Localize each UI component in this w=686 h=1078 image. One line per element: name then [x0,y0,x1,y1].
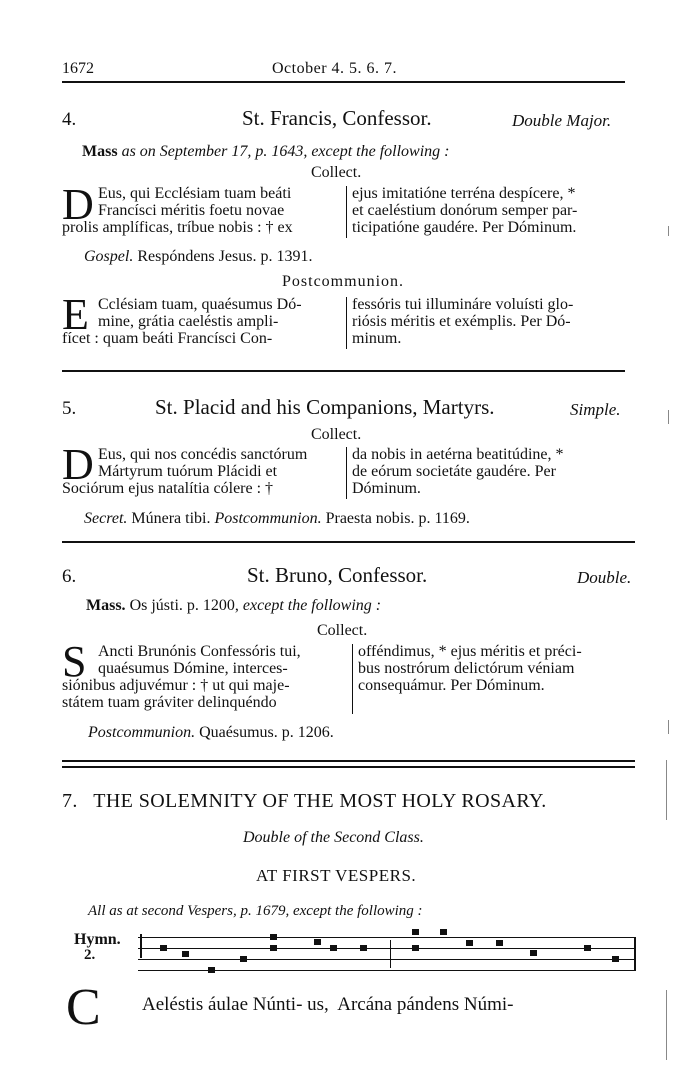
collect-left-continuation [62,677,290,711]
mass-text: as on September 17, p. 1643, except the following : [121,143,450,160]
column-divider [346,297,347,349]
section-rank: Double Major. [512,111,612,130]
staff-line [138,937,636,938]
text-line: mine, grátia caeléstis ampli- [98,313,279,330]
postcommunion-label: Postcommunion. [214,510,322,527]
text-line: Dóminum. [352,480,421,497]
scan-mark [668,720,669,734]
section-rank: Simple. [570,400,621,419]
text-line: Francísci méritis foetu novae [98,202,285,219]
neume [440,929,447,935]
postcommunion-text: Quaésumus. p. 1206. [199,724,334,741]
mass-reference [86,597,381,615]
neume [496,940,503,946]
header-rule [62,81,625,83]
gospel-label: Gospel. [84,248,134,265]
column-divider [346,447,347,499]
section-divider [62,541,635,543]
postcommunion-label: Postcommunion. [88,724,196,741]
section-number: 6. [62,566,77,587]
neume [530,950,537,956]
postcommunion-left-column [98,296,302,330]
text-line: Ancti Brunónis Confessóris tui, [98,643,301,660]
scan-mark [666,990,667,1060]
staff-line [138,948,636,949]
neume [412,929,419,935]
neume [240,956,247,962]
drop-capital: D [62,180,94,229]
secret-postcommunion-reference [84,510,470,528]
text-line: Eus, qui nos concédis sanctórum [98,446,308,463]
text-line: siónibus adjuvémur : † ut qui maje- [62,677,290,694]
secret-label: Secret. [84,510,128,527]
collect-right-column [358,643,582,694]
vespers-heading: AT FIRST VESPERS. [256,866,417,885]
text-line: offéndimus, * ejus méritis et préci- [358,643,582,660]
scan-mark [666,760,667,820]
collect-right-column [352,185,577,236]
text-line: minum. [352,330,402,347]
neume [182,951,189,957]
postcommunion-heading: Postcommunion. [282,273,405,290]
neume [270,945,277,951]
section-rank: Double. [577,568,632,587]
mass-label: Mass [82,143,118,160]
running-header-dates: October 4. 5. 6. 7. [272,60,398,77]
section-title: St. Bruno, Confessor. [247,563,428,587]
clef [140,934,142,958]
gospel-text: Respóndens Jesus. p. 1391. [137,248,313,265]
section-heading [62,790,547,813]
neume [612,956,619,962]
drop-capital: E [62,290,89,339]
text-line: ticipatióne gaudére. Per Dóminum. [352,219,577,236]
neume [208,967,215,973]
neume [314,939,321,945]
postcommunion-text: Praesta nobis. p. 1169. [325,510,470,527]
mass-except: except the following : [242,597,382,614]
text-line: de eórum societáte gaudére. Per [352,463,556,480]
secret-text: Múnera tibi. [131,510,211,527]
staff-line [138,959,636,960]
collect-heading: Collect. [311,426,362,443]
double-rule-top [62,760,635,762]
column-divider [352,644,353,714]
section-number: 5. [62,398,77,419]
collect-heading: Collect. [311,164,362,181]
section-title: St. Francis, Confessor. [242,106,432,130]
collect-left-column [98,185,291,219]
divisio-bar [390,940,391,968]
double-rule-bottom [62,766,635,768]
scan-mark [668,226,669,236]
hymn-label: Hymn. [74,931,121,948]
neume [360,945,367,951]
postcommunion-right-column [352,296,573,347]
drop-capital: C [66,979,101,1036]
text-line: fícet : quam beáti Francísci Con- [62,330,273,347]
text-line: státem tuam gráviter delinquéndo [62,694,277,711]
text-line: et caeléstium donórum semper par- [352,202,578,219]
neume [466,940,473,946]
section-title: THE SOLEMNITY OF THE MOST HOLY ROSARY. [93,790,547,812]
text-line: Sociórum ejus natalítia cólere : † [62,480,274,497]
collect-heading: Collect. [317,622,368,639]
hymn-text-line: Aeléstis áulae Núnti- us, Arcána pándens Númi- [142,994,514,1015]
rubric-line: All as at second Vespers, p. 1679, except the following : [88,903,423,919]
mass-reference [82,143,450,161]
text-line: consequámur. Per Dóminum. [358,677,545,694]
drop-capital: S [62,637,87,686]
hymn-mode: 2. [84,947,96,963]
neume [270,934,277,940]
collect-left-column [98,643,301,677]
text-line: fessóris tui illumináre voluísti glo- [352,296,574,313]
section-rank: Double of the Second Class. [243,829,424,846]
text-line: ejus imitatióne terréna despícere, * [352,185,576,202]
page-number: 1672 [62,60,94,77]
text-line: Eus, qui Ecclésiam tuam beáti [98,185,292,202]
custos [634,937,636,971]
text-line: bus nostrórum delictórum véniam [358,660,575,677]
scan-mark [668,410,669,424]
mass-label: Mass. [86,597,126,614]
collect-left-column [98,446,307,480]
neume [412,945,419,951]
text-line: Mártyrum tuórum Plácidi et [98,463,278,480]
neume [330,945,337,951]
text-line: Cclésiam tuam, quaésumus Dó- [98,296,302,313]
text-line: prolis amplíficas, tríbue nobis : † ex [62,219,293,236]
section-title: St. Placid and his Companions, Martyrs. [155,395,495,419]
postcommunion-reference [88,724,334,742]
neume [584,945,591,951]
text-line: riósis méritis et exémplis. Per Dó- [352,313,571,330]
section-divider [62,370,625,372]
gospel-reference [84,248,312,266]
column-divider [346,186,347,238]
text-line: da nobis in aetérna beatitúdine, * [352,446,564,463]
section-number: 4. [62,109,77,130]
neume [160,945,167,951]
collect-right-column [352,446,563,497]
text-line: quaésumus Dómine, interces- [98,660,288,677]
mass-text: Os jústi. p. 1200, [129,597,239,614]
drop-capital: D [62,440,94,489]
section-number: 7. [62,790,78,812]
